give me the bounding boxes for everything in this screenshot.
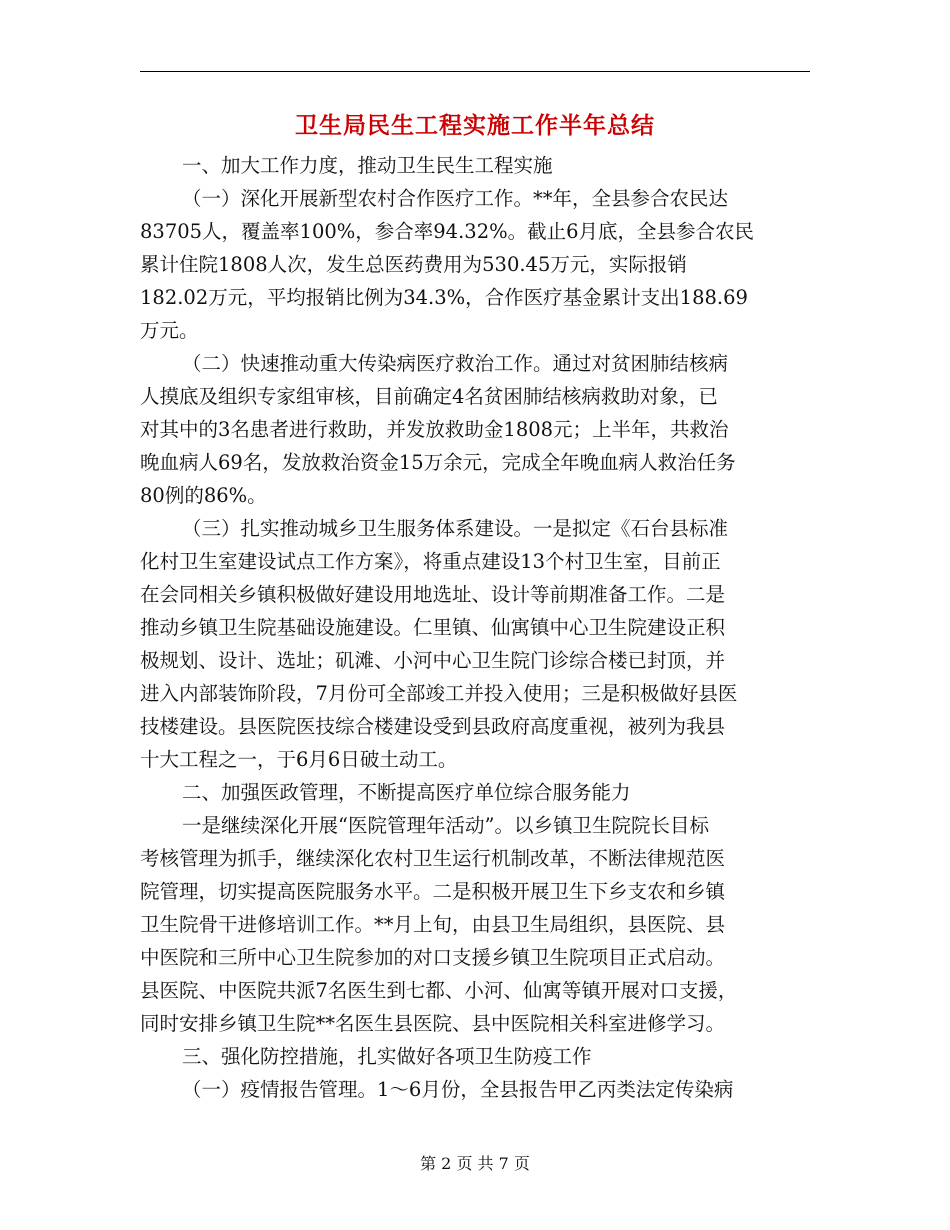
- section-heading: 三、强化防控措施，扎实做好各项卫生防疫工作: [182, 1045, 592, 1068]
- paragraph-line: 在会同相关乡镇积极做好建设用地选址、设计等前期准备工作。二是: [140, 583, 726, 606]
- paragraph-line: 人摸底及组织专家组审核，目前确定4名贫困肺结核病救助对象，已: [140, 385, 718, 408]
- paragraph-line: 182.02万元，平均报销比例为34.3%，合作医疗基金累计支出188.69: [140, 286, 748, 309]
- paragraph-line: 累计住院1808人次，发生总医药费用为530.45万元，实际报销: [140, 253, 687, 276]
- paragraph-line: 同时安排乡镇卫生院**名医生县医院、县中医院相关科室进修学习。: [140, 1012, 726, 1035]
- header-rule: [140, 71, 810, 72]
- paragraph-line: 技楼建设。县医院医技综合楼建设受到县政府高度重视，被列为我县: [140, 715, 726, 738]
- paragraph-line: 中医院和三所中心卫生院参加的对口支援乡镇卫生院项目正式启动。: [140, 946, 726, 969]
- section-heading: 一、加大工作力度，推动卫生民生工程实施: [182, 154, 553, 177]
- paragraph-line: 80例的86%。: [140, 484, 267, 507]
- paragraph-line: （三）扎实推动城乡卫生服务体系建设。一是拟定《石台县标准: [182, 517, 729, 540]
- paragraph-line: 化村卫生室建设试点工作方案》，将重点建设13个村卫生室，目前正: [140, 550, 721, 573]
- paragraph-line: 十大工程之一，于6月6日破土动工。: [140, 748, 458, 771]
- paragraph-line: 对其中的3名患者进行救助，并发放救助金1808元；上半年，共救治: [140, 418, 729, 441]
- paragraph-line: 推动乡镇卫生院基础设施建设。仁里镇、仙寓镇中心卫生院建设正积: [140, 616, 726, 639]
- paragraph-line: （二）快速推动重大传染病医疗救治工作。通过对贫困肺结核病: [182, 352, 729, 375]
- paragraph-line: 极规划、设计、选址；矶滩、小河中心卫生院门诊综合楼已封顶，并: [140, 649, 726, 672]
- page-number-footer: 第 2 页 共 7 页: [420, 1154, 530, 1173]
- paragraph-line: 考核管理为抓手，继续深化农村卫生运行机制改革，不断法律规范医: [140, 847, 726, 870]
- paragraph-line: 进入内部装饰阶段，7月份可全部竣工并投入使用；三是积极做好县医: [140, 682, 738, 705]
- paragraph-line: 万元。: [140, 319, 199, 342]
- paragraph-line: （一）疫情报告管理。1～6月份，全县报告甲乙丙类法定传染病: [182, 1078, 734, 1101]
- document-title: 卫生局民生工程实施工作半年总结: [295, 112, 655, 139]
- paragraph-line: 卫生院骨干进修培训工作。**月上旬，由县卫生局组织，县医院、县: [140, 913, 726, 936]
- paragraph-line: 一是继续深化开展“医院管理年活动”。以乡镇卫生院院长目标: [182, 814, 709, 837]
- paragraph-line: 县医院、中医院共派7名医生到七都、小河、仙寓等镇开展对口支援，: [140, 979, 738, 1002]
- paragraph-line: （一）深化开展新型农村合作医疗工作。**年，全县参合农民达: [182, 187, 729, 210]
- section-heading: 二、加强医政管理，不断提高医疗单位综合服务能力: [182, 781, 631, 804]
- paragraph-line: 院管理，切实提高医院服务水平。二是积极开展卫生下乡支农和乡镇: [140, 880, 726, 903]
- paragraph-line: 83705人，覆盖率100%，参合率94.32%。截止6月底，全县参合农民: [140, 220, 755, 243]
- paragraph-line: 晚血病人69名，发放救治资金15万余元，完成全年晚血病人救治任务: [140, 451, 736, 474]
